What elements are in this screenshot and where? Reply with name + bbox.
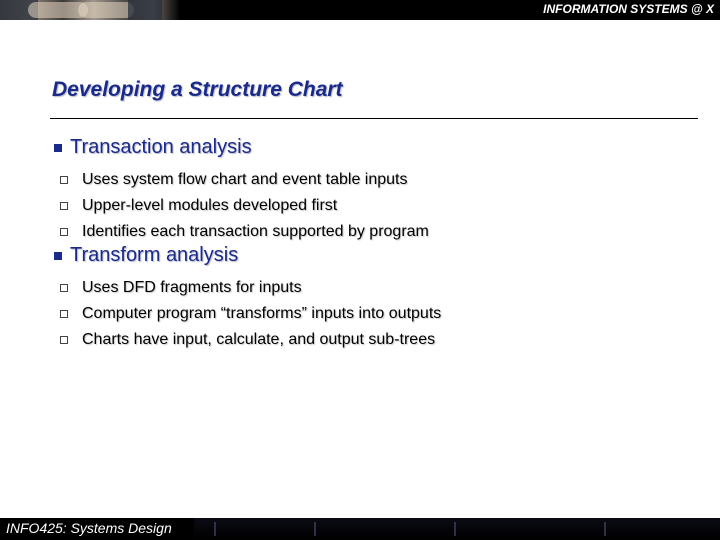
decor-line	[214, 522, 216, 536]
list-item	[52, 275, 441, 301]
section-heading	[52, 136, 429, 159]
list-item-text: Upper-level modules developed first	[82, 197, 338, 214]
decor-line	[454, 522, 456, 536]
list-item-text: Computer program “transforms” inputs into outputs	[82, 305, 442, 322]
bullet-list	[52, 167, 429, 245]
section-heading-text: Transform analysis	[70, 244, 239, 266]
list-item	[52, 301, 441, 327]
header-bar	[0, 0, 720, 20]
decor-line	[314, 522, 316, 536]
decor-line	[604, 522, 606, 536]
section-heading	[52, 244, 441, 267]
course-name: INFO425: Systems Design	[6, 520, 172, 536]
hollow-square-bullet-icon	[60, 176, 68, 184]
hand-shape	[78, 2, 134, 18]
section-heading-text: Transaction analysis	[70, 136, 252, 158]
footer-decoration	[194, 518, 720, 540]
sleeve-shape	[128, 0, 162, 20]
list-item-text: Uses DFD fragments for inputs	[82, 279, 302, 296]
section-transform-analysis	[52, 244, 441, 353]
list-item-text: Identifies each transaction supported by program	[82, 223, 429, 240]
hollow-square-bullet-icon	[60, 310, 68, 318]
slide-title: Developing a Structure Chart	[52, 78, 343, 101]
header-handshake-image	[0, 0, 180, 20]
title-divider	[50, 118, 698, 119]
bullet-list	[52, 275, 441, 353]
footer-bar	[0, 518, 720, 540]
section-transaction-analysis	[52, 136, 429, 245]
hollow-square-bullet-icon	[60, 336, 68, 344]
list-item	[52, 167, 429, 193]
hollow-square-bullet-icon	[60, 284, 68, 292]
list-item	[52, 193, 429, 219]
hollow-square-bullet-icon	[60, 202, 68, 210]
list-item	[52, 327, 441, 353]
list-item	[52, 219, 429, 245]
list-item-text: Charts have input, calculate, and output sub-trees	[82, 331, 436, 348]
list-item-text: Uses system flow chart and event table inputs	[82, 171, 408, 188]
square-bullet-icon	[54, 252, 62, 260]
square-bullet-icon	[54, 144, 62, 152]
course-tag: INFORMATION SYSTEMS @ X	[543, 2, 714, 16]
hollow-square-bullet-icon	[60, 228, 68, 236]
